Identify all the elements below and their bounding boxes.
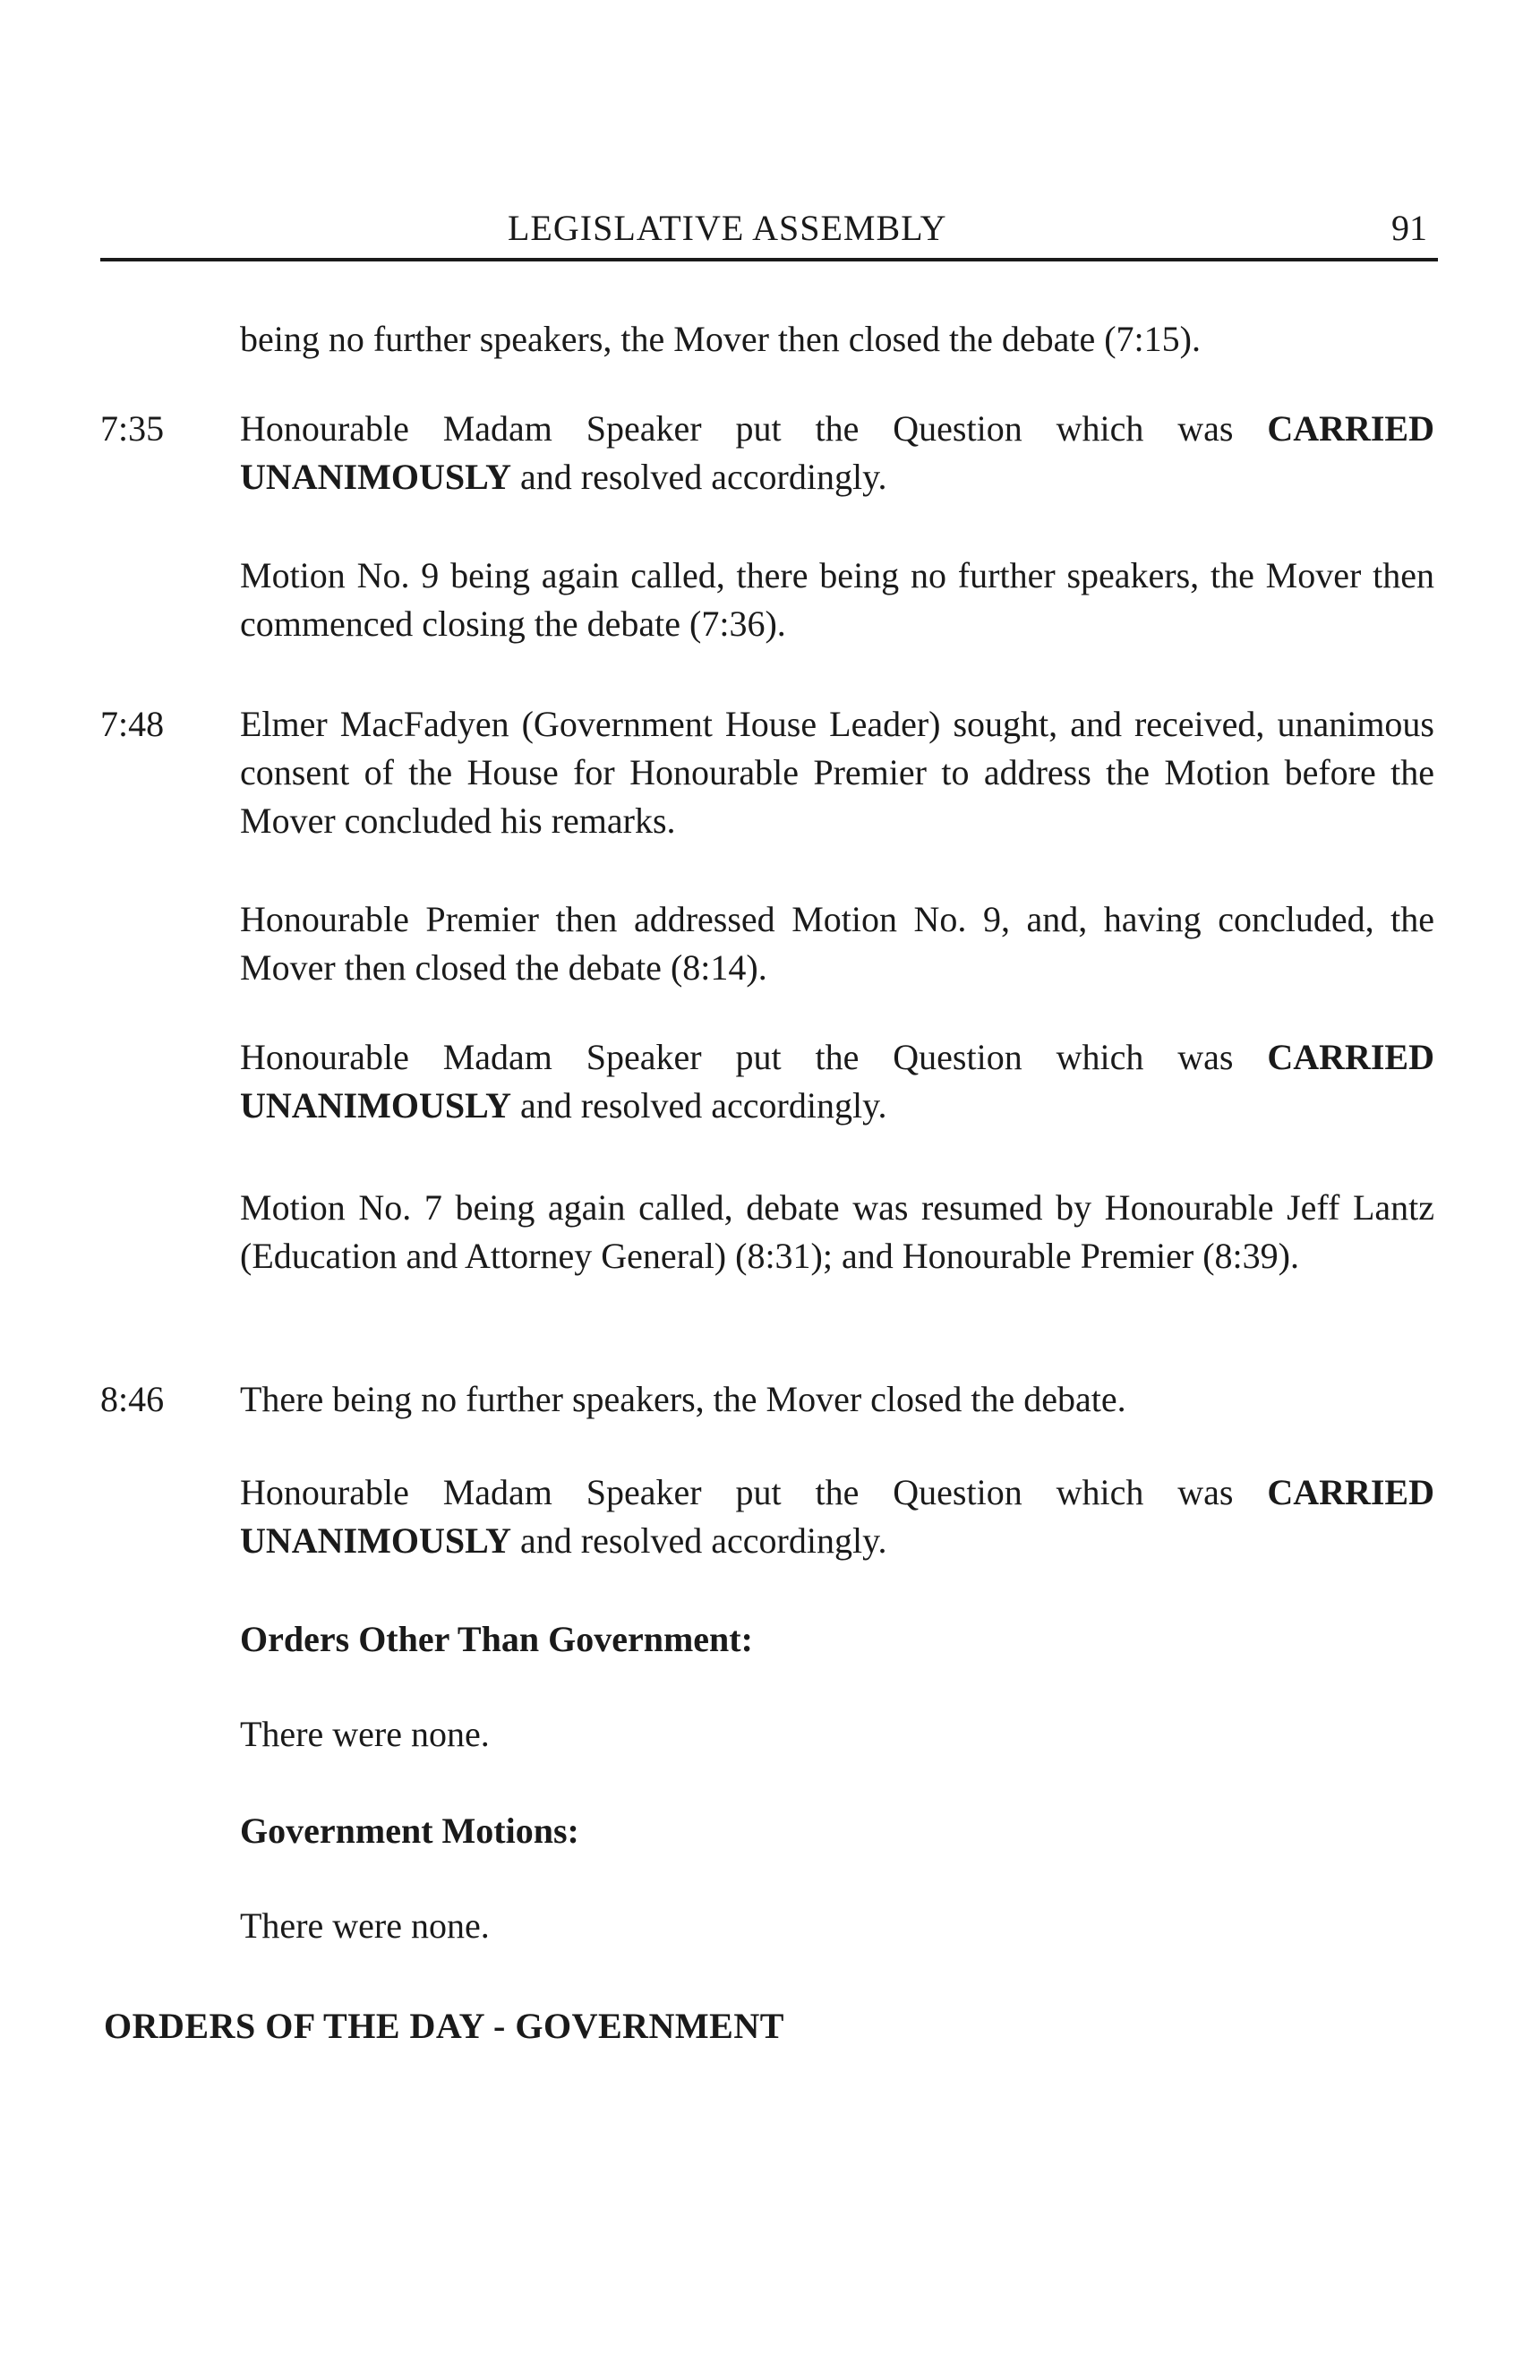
paragraph-motion-9: Motion No. 9 being again called, there being no further speakers, the Mover then commenced closing the debate (7:36). (240, 555, 1434, 644)
section-text-government-motions: There were none. (240, 1905, 490, 1946)
paragraph-question-carried: Honourable Madam Speaker put the Question which was CARRIED UNANIMOUSLY and resolved accordingly. (240, 1037, 1434, 1126)
paragraph-premier-addressed: Honourable Premier then addressed Motion No. 9, and, having concluded, the Mover then closed the debate (8:14). (240, 899, 1434, 988)
section-text-orders-other: There were none. (240, 1714, 490, 1754)
time-stamp: 7:35 (100, 408, 165, 449)
header-title: LEGISLATIVE ASSEMBLY (508, 208, 947, 248)
paragraph-unanimous-consent: Elmer MacFadyen (Government House Leader) sought, and received, unanimous consent of the House for Honourable Premier to address the Motion before the Mover concluded his remarks. (240, 704, 1434, 841)
paragraph-debate-closed-2: There being no further speakers, the Mover closed the debate. (240, 1379, 1126, 1419)
paragraph-question-carried: Honourable Madam Speaker put the Question which was CARRIED UNANIMOUSLY and resolved accordingly. (240, 408, 1434, 497)
paragraph-debate-closed: being no further speakers, the Mover then closed the debate (7:15). (240, 319, 1201, 359)
section-heading-orders-of-the-day: ORDERS OF THE DAY - GOVERNMENT (104, 2006, 784, 2046)
paragraph-motion-7: Motion No. 7 being again called, debate was resumed by Honourable Jeff Lantz (Education and Attorney General) (8:31); and Honourable Premier (8:39). (240, 1187, 1434, 1276)
page-header (100, 204, 1438, 261)
time-stamp: 8:46 (100, 1379, 165, 1419)
time-stamp: 7:48 (100, 704, 165, 744)
page-number: 91 (1391, 208, 1427, 248)
section-heading-orders-other: Orders Other Than Government: (240, 1619, 753, 1659)
section-heading-government-motions: Government Motions: (240, 1811, 579, 1851)
paragraph-question-carried: Honourable Madam Speaker put the Question which was CARRIED UNANIMOUSLY and resolved accordingly. (240, 1472, 1434, 1561)
